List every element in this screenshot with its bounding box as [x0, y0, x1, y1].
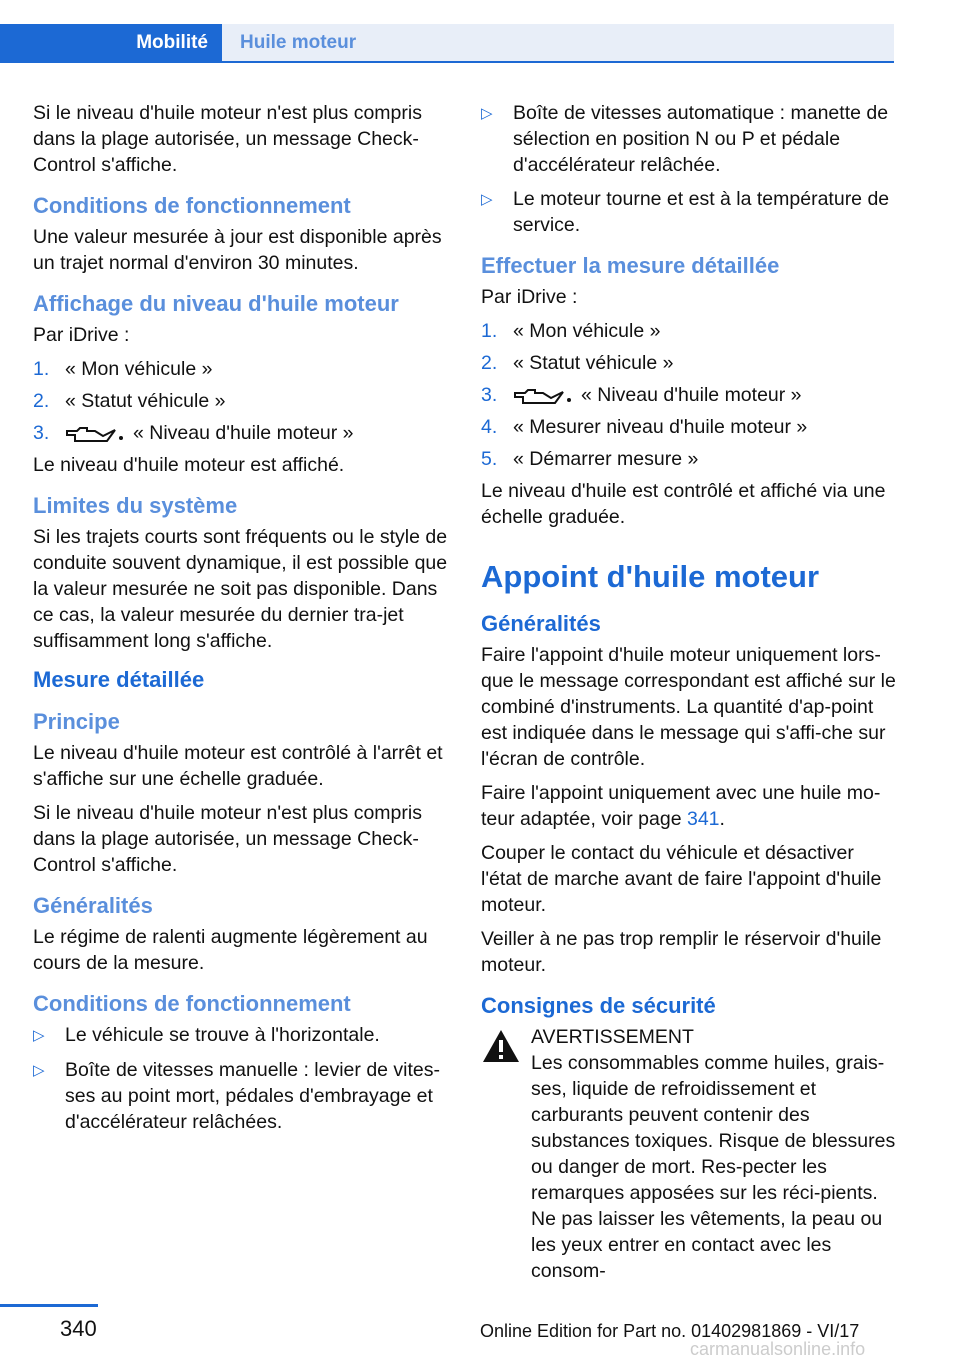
edition-text: Online Edition for Part no. 01402981869 - VI/17 — [480, 1321, 860, 1341]
step-number: 2. — [481, 352, 498, 374]
oil-can-icon — [65, 424, 125, 444]
heading-conditions-2: Conditions de fonctionnement — [33, 991, 351, 1016]
paragraph: Par iDrive : — [33, 324, 130, 346]
heading-consignes: Consignes de sécurité — [481, 993, 716, 1018]
step-text: « Démarrer mesure » — [513, 448, 699, 470]
warning-text: Les consommables comme huiles, grais-ses, liquide de refroidissement et carburants peuvent contenir des substances toxiques. Risque de blessures ou danger de mort. Res-pecter les remarques apposées sur les réci-pients. Ne pas laisser les vêtements, la peau ou les yeux entrer en contact avec les consom- — [531, 1052, 896, 1282]
triangle-bullet-icon: ▷ — [481, 105, 493, 122]
warning-block — [481, 1024, 897, 1284]
step-number: 5. — [481, 448, 498, 470]
step-text: « Statut véhicule » — [513, 352, 674, 374]
paragraph: Par iDrive : — [481, 286, 578, 308]
bullet-text: Boîte de vitesses automatique : manette de sélection en position N ou P et pédale d'accélérateur relâchée. — [513, 102, 889, 176]
paragraph: Faire l'appoint d'huile moteur uniquement lors-que le message correspondant est affiché sur le combiné d'instruments. La quantité d'ap-point est indiquée dans le message qui s'affi-che sur l'écran de contrôle. — [481, 644, 896, 770]
steps-list — [33, 356, 451, 446]
triangle-bullet-icon: ▷ — [33, 1062, 45, 1079]
warning-triangle-icon — [481, 1028, 521, 1064]
header-rule — [0, 61, 894, 63]
paragraph: Couper le contact du véhicule et désactiver l'état de marche avant de faire l'appoint d'huile moteur. — [481, 842, 882, 916]
list-item — [481, 186, 897, 238]
heading-limites: Limites du système — [33, 493, 238, 518]
step-text: « Mon véhicule » — [65, 358, 213, 380]
step-number: 4. — [481, 416, 498, 438]
paragraph: Une valeur mesurée à jour est disponible après un trajet normal d'environ 30 minutes. — [33, 226, 442, 274]
heading-conditions: Conditions de fonctionnement — [33, 193, 351, 218]
bullet-text: Le véhicule se trouve à l'horizontale. — [65, 1024, 380, 1046]
step-number: 3. — [481, 384, 498, 406]
right-column — [481, 100, 897, 1292]
list-item — [481, 318, 897, 344]
heading-principe: Principe — [33, 709, 120, 734]
step-number: 2. — [33, 390, 50, 412]
list-item — [481, 382, 897, 408]
paragraph: Si le niveau d'huile moteur n'est plus compris dans la plage autorisée, un message Check-Control s'affiche. — [33, 802, 422, 876]
oil-can-icon — [513, 386, 573, 406]
step-text: « Mesurer niveau d'huile moteur » — [513, 416, 808, 438]
bullet-text: Le moteur tourne et est à la température de service. — [513, 188, 890, 236]
paragraph-text: Faire l'appoint uniquement avec une huile mo-teur adaptée, voir page — [481, 782, 881, 830]
step-text: « Niveau d'huile moteur » — [581, 384, 802, 406]
section-tab-huile-moteur: Huile moteur — [222, 24, 894, 61]
step-text: « Mon véhicule » — [513, 320, 661, 342]
page-header — [0, 0, 960, 64]
list-item — [33, 356, 451, 382]
triangle-bullet-icon: ▷ — [481, 191, 493, 208]
warning-title: AVERTISSEMENT — [531, 1026, 694, 1048]
paragraph: Veiller à ne pas trop remplir le réservoir d'huile moteur. — [481, 928, 882, 976]
step-text: « Statut véhicule » — [65, 390, 226, 412]
section-tab-mobilite: Mobilité — [0, 24, 222, 61]
paragraph-text: . — [719, 808, 725, 830]
paragraph: Si le niveau d'huile moteur n'est plus compris dans la plage autorisée, un message Check-Control s'affiche. — [33, 102, 422, 176]
heading-generalites: Généralités — [33, 893, 153, 918]
step-text: « Niveau d'huile moteur » — [133, 422, 354, 444]
footer-rule — [0, 1304, 98, 1307]
paragraph: Le régime de ralenti augmente légèrement au cours de la mesure. — [33, 926, 428, 974]
heading-appoint: Appoint d'huile moteur — [481, 559, 820, 594]
heading-generalites: Généralités — [481, 611, 601, 636]
watermark: carmanualsonline.info — [690, 1339, 866, 1359]
triangle-bullet-icon: ▷ — [33, 1027, 45, 1044]
list-item — [481, 414, 897, 440]
heading-affichage: Affichage du niveau d'huile moteur — [33, 291, 399, 316]
list-item — [481, 350, 897, 376]
list-item — [481, 446, 897, 472]
list-item — [481, 100, 897, 178]
list-item — [33, 420, 451, 446]
steps-list — [481, 318, 897, 472]
heading-effectuer: Effectuer la mesure détaillée — [481, 253, 780, 278]
step-number: 1. — [481, 320, 498, 342]
paragraph — [481, 780, 897, 832]
bullet-text: Boîte de vitesses manuelle : levier de vites-ses au point mort, pédales d'embrayage et d'accélérateur relâchées. — [65, 1059, 441, 1133]
step-number: 3. — [33, 422, 50, 444]
list-item — [33, 388, 451, 414]
page-number: 340 — [60, 1316, 97, 1341]
paragraph: Le niveau d'huile moteur est affiché. — [33, 454, 345, 476]
paragraph: Le niveau d'huile est contrôlé et affiché via une échelle graduée. — [481, 480, 886, 528]
list-item — [33, 1057, 451, 1135]
paragraph: Le niveau d'huile moteur est contrôlé à l'arrêt et s'affiche sur une échelle graduée. — [33, 742, 443, 790]
left-column — [33, 100, 451, 1143]
step-number: 1. — [33, 358, 50, 380]
conditions-list — [33, 1022, 451, 1135]
heading-mesure-detaillee: Mesure détaillée — [33, 667, 205, 692]
paragraph: Si les trajets courts sont fréquents ou le style de conduite souvent dynamique, il est possible que la valeur mesurée ne soit pas disponible. Dans ce cas, la valeur mesurée du dernier tra-jet suffisamment long s'affiche. — [33, 526, 448, 652]
conditions-list-continued — [481, 100, 897, 238]
list-item — [33, 1022, 451, 1049]
page-link-341[interactable]: 341 — [686, 808, 720, 830]
